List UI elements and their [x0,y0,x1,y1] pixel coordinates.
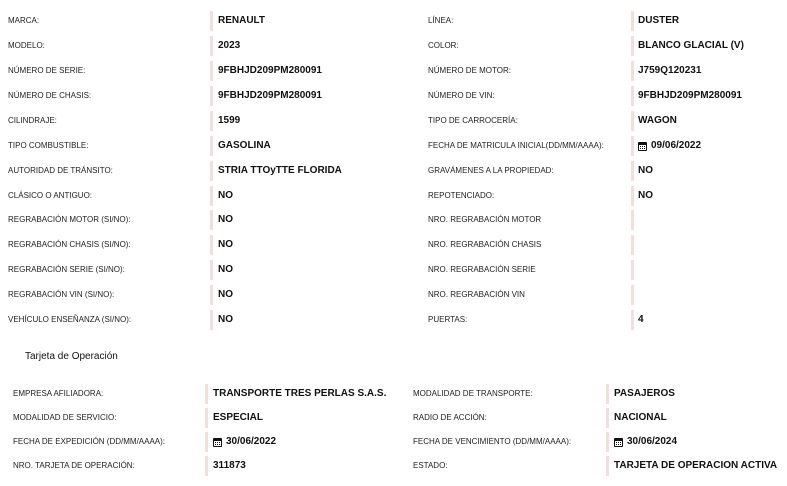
divider [210,186,213,206]
divider [631,61,634,81]
divider [210,285,213,305]
value-vehiculo-ensenanza: NO [218,314,233,325]
label-cilindraje: CILINDRAJE: [8,116,57,125]
label-tipo-carroceria: TIPO DE CARROCERÍA: [428,116,518,125]
label-marca: MARCA: [8,16,40,25]
divider [631,235,634,255]
section-title-tarjeta-operacion: Tarjeta de Operación [25,351,118,362]
label-nro-regrabacion-serie: NRO. REGRABACIÓN SERIE [428,265,536,274]
divider [631,86,634,106]
label-vehiculo-ensenanza: VEHÍCULO ENSEÑANZA (SI/NO): [8,315,132,324]
info-row-modelo [0,35,787,60]
op-row-fechas [0,431,787,456]
info-row-regrabacion-chasis [0,234,787,259]
label-regrabacion-vin: REGRABACIÓN VIN (SI/NO): [8,290,115,299]
value-regrabacion-vin: NO [218,289,233,300]
divider [210,310,213,330]
label-gravamenes: GRAVÁMENES A LA PROPIEDAD: [428,166,554,175]
label-nro-regrabacion-vin: NRO. REGRABACIÓN VIN [428,290,525,299]
value-cilindraje: 1599 [218,115,241,126]
divider [606,456,609,476]
info-row-cilindraje [0,110,787,135]
divider [606,432,609,452]
label-modelo: MODELO: [8,41,45,50]
value-color: BLANCO GLACIAL (V) [638,40,744,51]
label-modalidad-servicio: MODALIDAD DE SERVICIO: [13,413,117,422]
divider [631,186,634,206]
label-tipo-combustible: TIPO COMBUSTIBLE: [8,141,89,150]
divider [205,384,208,404]
value-numero-serie: 9FBHJD209PM280091 [218,65,322,76]
label-numero-serie: NÚMERO DE SERIE: [8,66,86,75]
fecha-vencimiento-text: 30/06/2024 [627,436,678,447]
value-modalidad-servicio: ESPECIAL [213,412,264,423]
calendar-icon [213,438,222,447]
op-row-servicio [0,407,787,432]
value-linea: DUSTER [638,15,680,26]
op-row-tarjeta [0,455,787,480]
label-numero-vin: NÚMERO DE VIN: [428,91,495,100]
label-clasico: CLÁSICO O ANTIGUO: [8,191,93,200]
divider [210,260,213,280]
label-numero-motor: NÚMERO DE MOTOR: [428,66,511,75]
divider [631,285,634,305]
value-fecha-expedicion [213,436,276,448]
value-gravamenes: NO [638,165,653,176]
fecha-matricula-text: 09/06/2022 [651,140,702,151]
divider [210,111,213,131]
value-marca: RENAULT [218,15,266,26]
label-fecha-expedicion: FECHA DE EXPEDICIÓN (DD/MM/AAAA): [13,437,166,446]
divider [631,111,634,131]
label-fecha-matricula: FECHA DE MATRICULA INICIAL(DD/MM/AAAA): [428,141,604,150]
calendar-icon [614,438,623,447]
divider [631,11,634,31]
value-regrabacion-chasis: NO [218,239,233,250]
label-numero-chasis: NÚMERO DE CHASIS: [8,91,92,100]
divider [631,161,634,181]
value-empresa-afiliadora: TRANSPORTE TRES PERLAS S.A.S. [213,388,387,399]
info-row-regrabacion-serie [0,259,787,284]
divider [210,61,213,81]
value-tipo-combustible: GASOLINA [218,140,271,151]
value-fecha-matricula [638,140,701,152]
label-regrabacion-motor: REGRABACIÓN MOTOR (SI/NO): [8,215,131,224]
info-row-chasis [0,85,787,110]
divider [606,408,609,428]
divider [210,11,213,31]
value-regrabacion-motor: NO [218,214,233,225]
info-row-autoridad [0,160,787,185]
divider [205,408,208,428]
divider [631,210,634,230]
label-autoridad-transito: AUTORIDAD DE TRÁNSITO: [8,166,113,175]
info-row-clasico [0,185,787,210]
info-row-serie [0,60,787,85]
label-linea: LÍNEA: [428,16,454,25]
value-tipo-carroceria: WAGON [638,115,677,126]
divider [210,210,213,230]
value-nro-tarjeta-operacion: 311873 [213,460,246,471]
label-color: COLOR: [428,41,459,50]
label-nro-regrabacion-chasis: NRO. REGRABACIÓN CHASIS [428,240,542,249]
divider [210,136,213,156]
divider [205,456,208,476]
value-numero-motor: J759Q120231 [638,65,702,76]
value-numero-vin: 9FBHJD209PM280091 [638,90,742,101]
value-modelo: 2023 [218,40,241,51]
label-estado: ESTADO: [413,461,448,470]
info-row-regrabacion-vin [0,284,787,309]
label-puertas: PUERTAS: [428,315,468,324]
info-row-regrabacion-motor [0,209,787,234]
label-repotenciado: REPOTENCIADO: [428,191,495,200]
label-nro-tarjeta-operacion: NRO. TARJETA DE OPERACIÓN: [13,461,135,470]
value-fecha-vencimiento [614,436,677,448]
info-row-combustible [0,135,787,160]
op-row-empresa [0,383,787,408]
info-row-marca [0,10,787,35]
divider [606,384,609,404]
label-radio-accion: RADIO DE ACCIÓN: [413,413,487,422]
divider [210,235,213,255]
label-regrabacion-serie: REGRABACIÓN SERIE (SI/NO): [8,265,125,274]
divider [631,310,634,330]
divider [631,136,634,156]
value-autoridad-transito: STRIA TTOyTTE FLORIDA [218,165,342,176]
value-regrabacion-serie: NO [218,264,233,275]
value-puertas: 4 [638,314,644,325]
value-numero-chasis: 9FBHJD209PM280091 [218,90,322,101]
info-row-ensenanza [0,309,787,334]
value-modalidad-transporte: PASAJEROS [614,388,675,399]
divider [631,36,634,56]
divider [631,260,634,280]
divider [210,86,213,106]
divider [205,432,208,452]
label-regrabacion-chasis: REGRABACIÓN CHASIS (SI/NO): [8,240,131,249]
value-repotenciado: NO [638,190,653,201]
value-estado: TARJETA DE OPERACION ACTIVA [614,460,778,471]
value-clasico: NO [218,190,233,201]
label-modalidad-transporte: MODALIDAD DE TRANSPORTE: [413,389,533,398]
divider [210,161,213,181]
divider [210,36,213,56]
value-radio-accion: NACIONAL [614,412,667,423]
label-nro-regrabacion-motor: NRO. REGRABACIÓN MOTOR [428,215,542,224]
label-fecha-vencimiento: FECHA DE VENCIMIENTO (DD/MM/AAAA): [413,437,572,446]
fecha-expedicion-text: 30/06/2022 [226,436,277,447]
label-empresa-afiliadora: EMPRESA AFILIADORA: [13,389,104,398]
calendar-icon [638,142,647,151]
